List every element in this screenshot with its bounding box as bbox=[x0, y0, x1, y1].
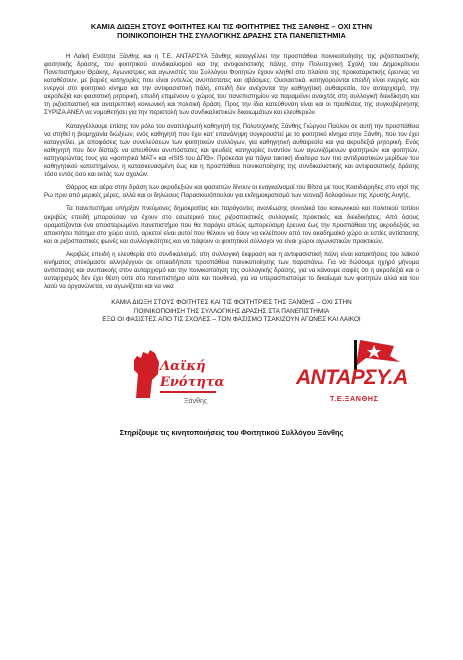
antarsya-word: ΑΝΤΑΡΣΥ.Α bbox=[296, 366, 408, 390]
paragraph-5: Ακριβώς επειδή η ελευθερία στο συνδικαλισμό, στη συλλογική έκφραση και η αντιφασιστική πάλη είναι κατακτήσεις του λαϊκού κινήματος στεκόμαστε αλληλέγγυοι σε οποιαδήποτε προσπάθεια ποινικοποίησης των παραπάνω. Για να δώσουμε ηχηρό μήνυμα αντίστασης και ανυπακοής στον αυταρχισμό και την ποινικοποίηση της συλλογικής δράσης, για να κάνουμε σαφές ότι η ακροδεξιά και ο αυταρχισμός δεν έχει θέση ούτε στο πανεπιστήμιο ούτε και πουθενά, για να υπερασπιστούμε το δικαίωμα των φοιτητών αλλά και του λαού να οργανώνεται, να αγωνίζεται και να νικά bbox=[44, 250, 419, 291]
star-flag-icon bbox=[296, 336, 414, 370]
antarsya-sub: Τ.Ε.ΞΑΝΘΗΣ bbox=[330, 394, 379, 404]
laiki-enotita-underline bbox=[160, 391, 216, 393]
closing-line-2: ΠΟΙΝΙΚΟΠΟΙΗΣΗ ΤΗΣ ΣΥΛΛΟΓΙΚΗΣ ΔΡΑΣΗΣ ΣΤΑ ΠΑΝΕΠΙΣΤΗΜΙΑ bbox=[133, 307, 330, 315]
logos-row bbox=[44, 334, 419, 426]
laiki-enotita-logo bbox=[126, 340, 225, 414]
title-line-1: ΚΑΜΙΑ ΔΙΩΞΗ ΣΤΟΥΣ ΦΟΙΤΗΤΕΣ ΚΑΙ ΤΙΣ ΦΟΙΤΗΤΡΙΕΣ ΤΗΣ ΞΑΝΘΗΣ – ΟΧΙ ΣΤΗΝ bbox=[90, 22, 373, 31]
closing-slogans bbox=[44, 299, 419, 324]
paragraph-3: Θάρρος και αέρα στην δράση των ακροδεξιών και φασιστών δίνουν οι εναγκαλισμοί του Βίτσα με τους Κασιδιάρηδες στο νησί της Ρω πριν από μερικές μέρες, αλλά και οι δηλώσεις Παρασκευόπουλου για εκδημοκρατισμό των νεοναζί δολοφόνων της Χρυσής Αυγής. bbox=[44, 184, 419, 200]
document-title bbox=[44, 22, 419, 41]
antarsya-logo bbox=[296, 336, 414, 422]
laiki-enotita-sub: Ξάνθης bbox=[184, 398, 208, 406]
closing-line-3: ΕΞΩ ΟΙ ΦΑΣΙΣΤΕΣ ΑΠΟ ΤΙΣ ΣΧΟΛΕΣ – ΤΟΝ ΦΑΣΙΣΜΟ ΤΣΑΚΙΖΟΥΝ ΑΓΩΝΕΣ ΚΑΙ ΛΑΙΚΟΙ bbox=[102, 315, 361, 323]
closing-line-1: ΚΑΜΙΑ ΔΙΩΞΗ ΣΤΟΥΣ ΦΟΙΤΗΤΕΣ ΚΑΙ ΤΙΣ ΦΟΙΤΗΤΡΙΕΣ ΤΗΣ ΞΑΝΘΗΣ – ΟΧΙ ΣΤΗΝ bbox=[111, 299, 352, 307]
laiki-enotita-word-2: Ενότητα bbox=[160, 375, 225, 391]
laiki-enotita-word-1: Λαϊκή bbox=[160, 359, 206, 375]
title-line-2: ΠΟΙΝΙΚΟΠΟΙΗΣΗ ΤΗΣ ΣΥΛΛΟΓΙΚΗΣ ΔΡΑΣΗΣ ΣΤΑ ΠΑΝΕΠΙΣΤΗΜΙΑ bbox=[117, 31, 346, 41]
support-statement: Στηρίζουμε τις κινητοποιήσεις του Φοιτητικού Συλλόγου Ξάνθης bbox=[119, 428, 344, 438]
paragraph-1: Η Λαϊκή Ενότητα Ξάνθης και η Τ.Ε. ΑΝΤΑΡΣΥΑ Ξάνθης καταγγέλλει την προσπάθεια ποινικοποίησης της ριζοσπαστικής φοιτητικής δράσης, του φοιτητικού συνδικαλισμού και της αντιφασιστικής πάλης στην Πολυτεχνική Σχολή του Δημοκρίτειου Πανεπιστήμιου Θράκης. Αγωνιστριες και αγωνιστές του Συλλόγου Φοιτητών έχουν κληθεί στο πλαίσιο της προκαταρκτικής έρευνας να καταθέσουν, με βαριές κατηγορίες που είναι εντελώς ανυπόστατες και αβάσιμες. Ουσιαστικά, κατηγορούνται επειδή είναι ενεργές και ενεργοί στο φοιτητικό κίνημα και την αντιφασιστική πάλη, επειδή δεν ανέχονται την καθηγητική αυθαιρεσία, τον αυταρχισμό, την ακροδεξιά και φασιστική ρητορική, επειδή επιμένουν ο χώρος του πανεπιστημίου να παραμείνει ανοιχτός στη συλλογική διεκδίκηση και τη ριζοσπαστική και ανατρεπτική κοινωνική και πολιτική δράση. Προς την ίδια κατεύθυνση είναι και οι προθέσεις της συγκυβέρνησης ΣΥΡΙΖΑ ΑΝΕΛ να νομοθετήσει για την περιστολή των συνδικαλιστικών δικαιωμάτων και ελευθεριών. bbox=[44, 52, 419, 117]
document-body bbox=[44, 53, 419, 292]
paragraph-4: Τα πανεπιστήμια υπήρξαν πνεύμονες δημοκρατίας και παράγοντες ανανέωσης συνολικά του κοινωνικού και πολιτικού τοπίου ακριβώς επειδή μπορούσαν να έχουν στο εσωτερικό τους ριζοσπαστικές συλλογικές πρακτικές και διεκδικήσεις. Από όσους οραματίζονται ένα αποστειρωμένο πανεπιστήμιο που θα παράγει απλώς εμπορεύσιμη έρευνα έως την προσπάθεια της ακροδεξιάς να αποκτήσει πάτημα στο χώρο αυτό, αρκετοί είναι αυτοί που θέλουν να δουν να εκλείπουν από τον ακαδημαϊκό χώρο οι εστίες αντίστασης και οι ριζοσπαστικές φωνές και συλλογικότητες και να πάψουν οι φοιτητικοί σύλλογοι να είναι χώροι αγωνιστικών πρακτικών. bbox=[44, 205, 419, 245]
paragraph-2: Καταγγέλλουμε επίσης τον ρόλο του αναπληρωτή καθηγητή της Πολυτεχνικής Ξάνθης Γιώργου Παύλου σε αυτή την προσπάθεια να στηθεί η βιομηχανία διώξεων, ενός καθηγητή που έχει κατ' επανάληψη συγκρουστεί με το φοιτητικό κίνημα στην Ξάνθη, που τον έχει καταγγείλει, με αποφάσεις των συνελεύσεων των φοιτητικών συλλόγων, για καθηγητική αυθαιρεσία και για ακροδεξιά ρητορική. Ενός καθηγητή που δεν δίσταζε να απευθύνει ανυπόστατες και ψευδείς κατηγορίες εναντίον των αγωνιζόμενων φοιτητριών και φοιτητών, κατηγορώντας τους για «φοιτητικά ΜΑΤ» και «ISIS του ΔΠΘ». Πρόκειται για πάγια τακτική ιδιαίτερα των πιο αντιδραστικών μερίδων του καθηγητικού κατεστημένου, η κατασκευασμένη έως και η προσπάθεια ποινικοποίησης της συνδικαλιστικής και αντιφασιστικής δράσης τόσο εντός όσο και εκτός των σχολών. bbox=[44, 122, 419, 179]
